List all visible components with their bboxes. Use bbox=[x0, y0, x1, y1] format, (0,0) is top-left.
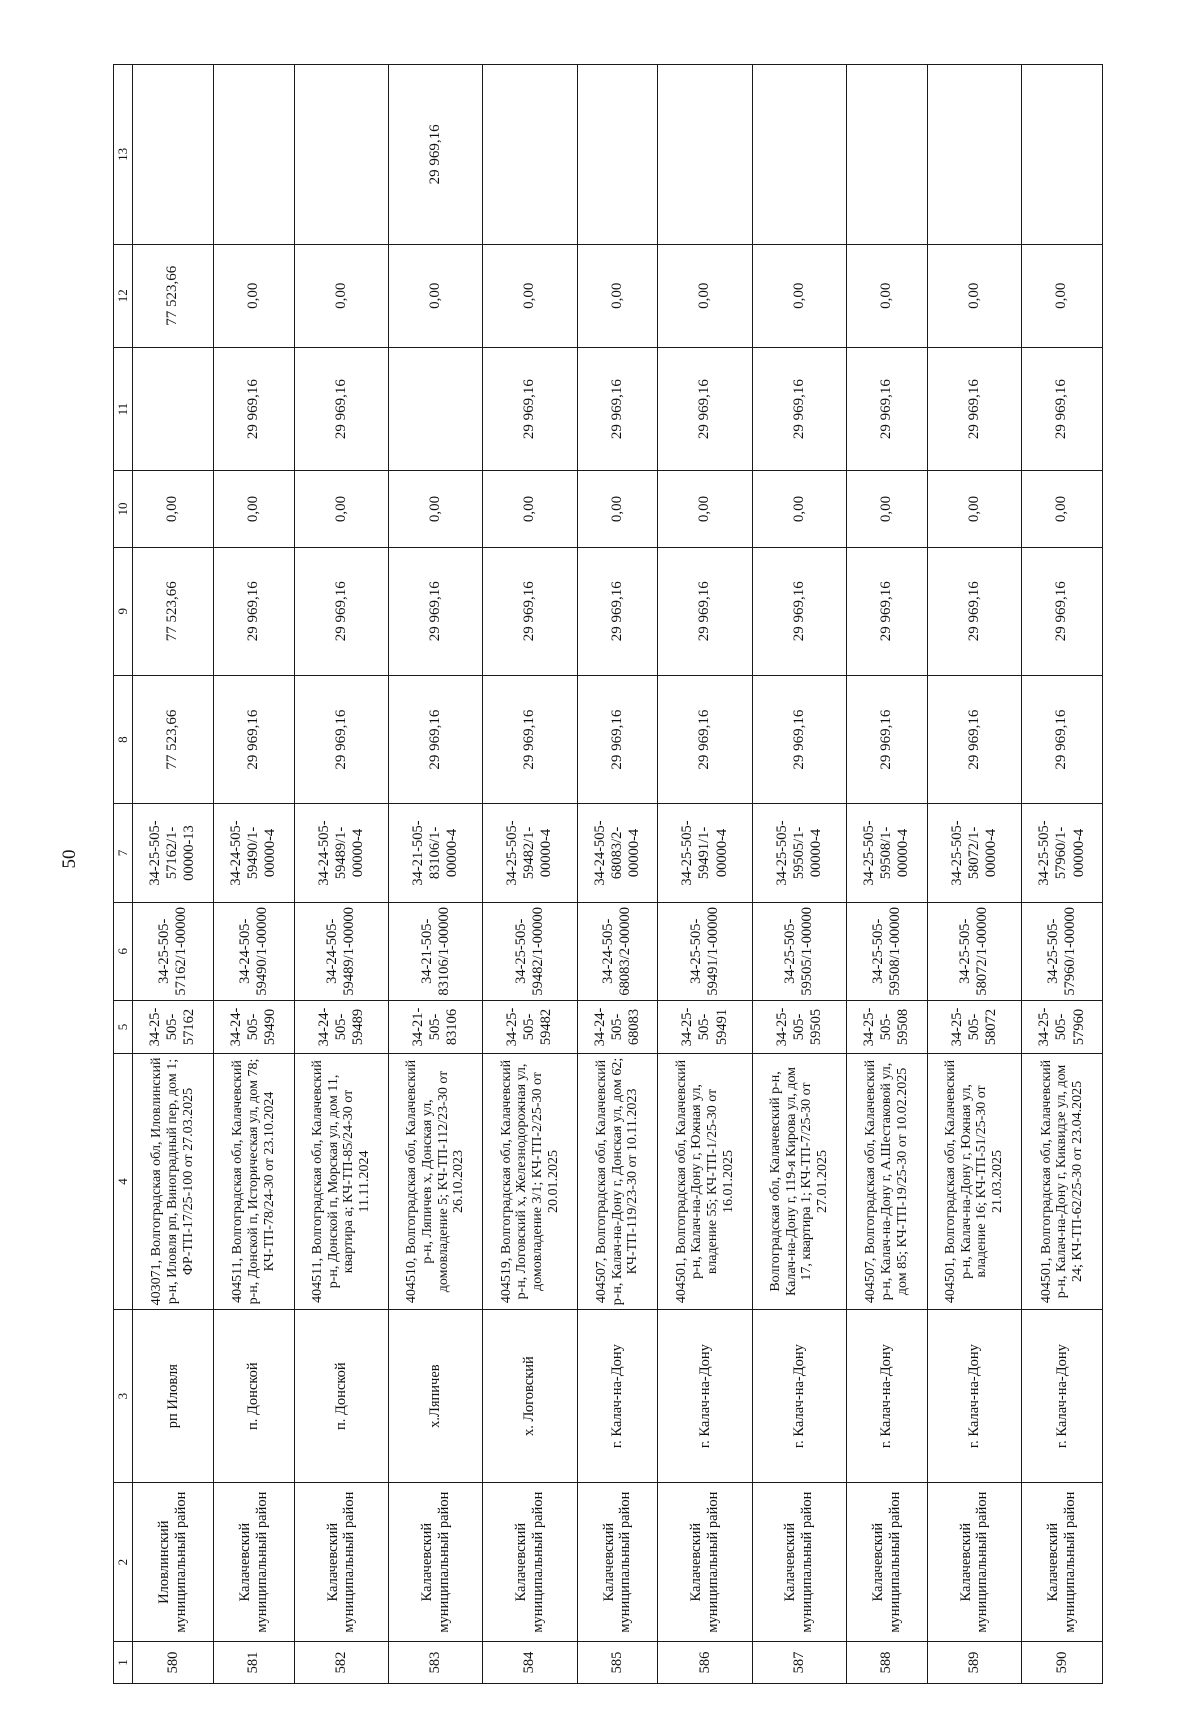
address-and-contract: 404519, Волгоградская обл, Калачевский р-н, Логовский х, Железнодорожная ул, домовладение 3/1; КЧ-ТП-2/25-30 от 20.01.2025 bbox=[483, 1054, 577, 1310]
amount-col-13 bbox=[1022, 65, 1103, 245]
municipal-district: Калачевский муниципальный район bbox=[388, 1483, 482, 1641]
amount-col-8: 77 523,66 bbox=[133, 675, 214, 803]
code-col-7: 34-24-505-68083/2-00000-4 bbox=[577, 804, 658, 902]
table-row bbox=[213, 65, 294, 1684]
amount-col-9: 29 969,16 bbox=[294, 547, 388, 675]
amount-col-12: 0,00 bbox=[927, 244, 1021, 347]
settlement: х.Ляпичев bbox=[388, 1309, 482, 1483]
amount-col-8: 29 969,16 bbox=[213, 675, 294, 803]
amount-col-11 bbox=[133, 347, 214, 470]
table-row bbox=[133, 65, 214, 1684]
row-number: 581 bbox=[213, 1641, 294, 1683]
column-header: 9 bbox=[114, 547, 133, 675]
amount-col-10: 0,00 bbox=[752, 471, 846, 547]
amount-col-13 bbox=[294, 65, 388, 245]
table-row bbox=[846, 65, 927, 1684]
table-row bbox=[1022, 65, 1103, 1684]
code-col-7: 34-25-505-59491/1-00000-4 bbox=[658, 804, 752, 902]
amount-col-11: 29 969,16 bbox=[213, 347, 294, 470]
code-col-7: 34-24-505-59489/1-00000-4 bbox=[294, 804, 388, 902]
column-header: 10 bbox=[114, 471, 133, 547]
column-header: 4 bbox=[114, 1054, 133, 1310]
amount-col-9: 29 969,16 bbox=[752, 547, 846, 675]
municipal-district: Калачевский муниципальный район bbox=[483, 1483, 577, 1641]
settlement: г. Калач-на-Дону bbox=[752, 1309, 846, 1483]
amount-col-10: 0,00 bbox=[213, 471, 294, 547]
amount-col-10: 0,00 bbox=[577, 471, 658, 547]
amount-col-13 bbox=[752, 65, 846, 245]
code-col-5: 34-21-505-83106 bbox=[388, 1000, 482, 1053]
amount-col-11: 29 969,16 bbox=[483, 347, 577, 470]
code-col-6: 34-25-505-59482/1-00000 bbox=[483, 902, 577, 1000]
amount-col-12: 0,00 bbox=[213, 244, 294, 347]
amount-col-11: 29 969,16 bbox=[1022, 347, 1103, 470]
amount-col-9: 29 969,16 bbox=[1022, 547, 1103, 675]
amount-col-11 bbox=[388, 347, 482, 470]
amount-col-12: 0,00 bbox=[577, 244, 658, 347]
amount-col-8: 29 969,16 bbox=[752, 675, 846, 803]
code-col-6: 34-24-505-59489/1-00000 bbox=[294, 902, 388, 1000]
amount-col-9: 77 523,66 bbox=[133, 547, 214, 675]
settlement: г. Калач-на-Дону bbox=[927, 1309, 1021, 1483]
table-row bbox=[294, 65, 388, 1684]
code-col-6: 34-25-505-59505/1-00000 bbox=[752, 902, 846, 1000]
code-col-7: 34-25-505-59482/1-00000-4 bbox=[483, 804, 577, 902]
column-header: 2 bbox=[114, 1483, 133, 1641]
code-col-7: 34-25-505-57960/1-00000-4 bbox=[1022, 804, 1103, 902]
amount-col-13 bbox=[927, 65, 1021, 245]
column-header: 8 bbox=[114, 675, 133, 803]
row-number: 584 bbox=[483, 1641, 577, 1683]
municipal-district: Калачевский муниципальный район bbox=[658, 1483, 752, 1641]
column-header: 1 bbox=[114, 1641, 133, 1683]
amount-col-13 bbox=[213, 65, 294, 245]
code-col-5: 34-25-505-59508 bbox=[846, 1000, 927, 1053]
amount-col-11: 29 969,16 bbox=[846, 347, 927, 470]
municipal-district: Калачевский муниципальный район bbox=[927, 1483, 1021, 1641]
code-col-5: 34-25-505-59491 bbox=[658, 1000, 752, 1053]
settlement: г. Калач-на-Дону bbox=[577, 1309, 658, 1483]
code-col-5: 34-24-505-59489 bbox=[294, 1000, 388, 1053]
amount-col-9: 29 969,16 bbox=[658, 547, 752, 675]
amount-col-9: 29 969,16 bbox=[483, 547, 577, 675]
table-row bbox=[927, 65, 1021, 1684]
code-col-6: 34-25-505-59491/1-00000 bbox=[658, 902, 752, 1000]
amount-col-11: 29 969,16 bbox=[752, 347, 846, 470]
column-header: 5 bbox=[114, 1000, 133, 1053]
code-col-5: 34-24-505-59490 bbox=[213, 1000, 294, 1053]
address-and-contract: 404501, Волгоградская обл, Калачевский р-н, Калач-на-Дону г, Киквидзе ул, дом 24; КЧ-ТП-62/25-30 от 23.04.2025 bbox=[1022, 1054, 1103, 1310]
code-col-5: 34-25-505-59505 bbox=[752, 1000, 846, 1053]
code-col-6: 34-25-505-59508/1-00000 bbox=[846, 902, 927, 1000]
amount-col-9: 29 969,16 bbox=[577, 547, 658, 675]
amount-col-10: 0,00 bbox=[133, 471, 214, 547]
amount-col-8: 29 969,16 bbox=[577, 675, 658, 803]
data-table bbox=[113, 64, 1103, 1684]
row-number: 580 bbox=[133, 1641, 214, 1683]
amount-col-12: 77 523,66 bbox=[133, 244, 214, 347]
row-number: 583 bbox=[388, 1641, 482, 1683]
amount-col-10: 0,00 bbox=[658, 471, 752, 547]
amount-col-8: 29 969,16 bbox=[1022, 675, 1103, 803]
code-col-5: 34-25-505-57162 bbox=[133, 1000, 214, 1053]
amount-col-8: 29 969,16 bbox=[483, 675, 577, 803]
amount-col-12: 0,00 bbox=[658, 244, 752, 347]
amount-col-12: 0,00 bbox=[846, 244, 927, 347]
code-col-5: 34-25-505-58072 bbox=[927, 1000, 1021, 1053]
code-col-7: 34-24-505-59490/1-00000-4 bbox=[213, 804, 294, 902]
code-col-7: 34-25-505-58072/1-00000-4 bbox=[927, 804, 1021, 902]
amount-col-13 bbox=[133, 65, 214, 245]
settlement: г. Калач-на-Дону bbox=[846, 1309, 927, 1483]
municipal-district: Калачевский муниципальный район bbox=[1022, 1483, 1103, 1641]
amount-col-8: 29 969,16 bbox=[846, 675, 927, 803]
row-number: 589 bbox=[927, 1641, 1021, 1683]
amount-col-13 bbox=[483, 65, 577, 245]
row-number: 588 bbox=[846, 1641, 927, 1683]
amount-col-13 bbox=[577, 65, 658, 245]
settlement: рп Иловля bbox=[133, 1309, 214, 1483]
code-col-6: 34-25-505-58072/1-00000 bbox=[927, 902, 1021, 1000]
amount-col-12: 0,00 bbox=[1022, 244, 1103, 347]
amount-col-9: 29 969,16 bbox=[846, 547, 927, 675]
code-col-6: 34-24-505-59490/1-00000 bbox=[213, 902, 294, 1000]
municipal-district: Калачевский муниципальный район bbox=[294, 1483, 388, 1641]
column-header: 3 bbox=[114, 1309, 133, 1483]
amount-col-9: 29 969,16 bbox=[213, 547, 294, 675]
address-and-contract: 404507, Волгоградская обл, Калачевский р-н, Калач-на-Дону г, А.Шестаковой ул, дом 85; КЧ-ТП-19/25-30 от 10.02.2025 bbox=[846, 1054, 927, 1310]
municipal-district: Иловлинский муниципальный район bbox=[133, 1483, 214, 1641]
address-and-contract: 404507, Волгоградская обл, Калачевский р-н, Калач-на-Дону г, Донская ул, дом 62; КЧ-ТП-119/23-30 от 10.11.2023 bbox=[577, 1054, 658, 1310]
amount-col-9: 29 969,16 bbox=[388, 547, 482, 675]
code-col-5: 34-24-505-68083 bbox=[577, 1000, 658, 1053]
amount-col-11: 29 969,16 bbox=[927, 347, 1021, 470]
amount-col-10: 0,00 bbox=[927, 471, 1021, 547]
address-and-contract: 404501, Волгоградская обл, Калачевский р-н, Калач-на-Дону г, Южная ул, владение 16; КЧ-ТП-51/25-30 от 21.03.2025 bbox=[927, 1054, 1021, 1310]
municipal-district: Калачевский муниципальный район bbox=[752, 1483, 846, 1641]
code-col-7: 34-25-505-57162/1-00000-13 bbox=[133, 804, 214, 902]
settlement: х. Логовский bbox=[483, 1309, 577, 1483]
table-row bbox=[483, 65, 577, 1684]
rotated-table-container bbox=[113, 64, 1103, 1684]
amount-col-10: 0,00 bbox=[294, 471, 388, 547]
amount-col-13 bbox=[658, 65, 752, 245]
municipal-district: Калачевский муниципальный район bbox=[846, 1483, 927, 1641]
amount-col-8: 29 969,16 bbox=[927, 675, 1021, 803]
settlement: г. Калач-на-Дону bbox=[658, 1309, 752, 1483]
municipal-district: Калачевский муниципальный район bbox=[213, 1483, 294, 1641]
amount-col-10: 0,00 bbox=[1022, 471, 1103, 547]
column-number-header bbox=[114, 65, 133, 1684]
amount-col-10: 0,00 bbox=[483, 471, 577, 547]
amount-col-10: 0,00 bbox=[388, 471, 482, 547]
row-number: 586 bbox=[658, 1641, 752, 1683]
code-col-7: 34-21-505-83106/1-00000-4 bbox=[388, 804, 482, 902]
row-number: 585 bbox=[577, 1641, 658, 1683]
settlement: п. Донской bbox=[213, 1309, 294, 1483]
column-header: 11 bbox=[114, 347, 133, 470]
amount-col-10: 0,00 bbox=[846, 471, 927, 547]
amount-col-12: 0,00 bbox=[752, 244, 846, 347]
row-number: 587 bbox=[752, 1641, 846, 1683]
page-number: 50 bbox=[59, 849, 80, 869]
amount-col-11: 29 969,16 bbox=[577, 347, 658, 470]
row-number: 590 bbox=[1022, 1641, 1103, 1683]
code-col-6: 34-25-505-57162/1-00000 bbox=[133, 902, 214, 1000]
amount-col-11: 29 969,16 bbox=[658, 347, 752, 470]
address-and-contract: Волгоградская обл, Калачевский р-н, Калач-на-Дону г, 119-я Кирова ул, дом 17, квартира 1; КЧ-ТП-7/25-30 от 27.01.2025 bbox=[752, 1054, 846, 1310]
address-and-contract: 404511, Волгоградская обл, Калачевский р-н, Донской п, Историческая ул, дом 78; КЧ-ТП-78/24-30 от 23.10.2024 bbox=[213, 1054, 294, 1310]
address-and-contract: 404511, Волгоградская обл, Калачевский р-н, Донской п, Морская ул, дом 11, квартира а; КЧ-ТП-85/24-30 от 11.11.2024 bbox=[294, 1054, 388, 1310]
code-col-5: 34-25-505-59482 bbox=[483, 1000, 577, 1053]
address-and-contract: 404510, Волгоградская обл, Калачевский р-н, Ляпичев х, Донская ул, домовладение 5; КЧ-ТП-112/23-30 от 26.10.2023 bbox=[388, 1054, 482, 1310]
table-row bbox=[577, 65, 658, 1684]
code-col-6: 34-21-505-83106/1-00000 bbox=[388, 902, 482, 1000]
municipal-district: Калачевский муниципальный район bbox=[577, 1483, 658, 1641]
amount-col-12: 0,00 bbox=[388, 244, 482, 347]
amount-col-11: 29 969,16 bbox=[294, 347, 388, 470]
table-row bbox=[752, 65, 846, 1684]
amount-col-12: 0,00 bbox=[483, 244, 577, 347]
amount-col-13: 29 969,16 bbox=[388, 65, 482, 245]
amount-col-8: 29 969,16 bbox=[658, 675, 752, 803]
amount-col-8: 29 969,16 bbox=[294, 675, 388, 803]
code-col-7: 34-25-505-59508/1-00000-4 bbox=[846, 804, 927, 902]
amount-col-13 bbox=[846, 65, 927, 245]
settlement: п. Донской bbox=[294, 1309, 388, 1483]
column-header: 12 bbox=[114, 244, 133, 347]
table-row bbox=[388, 65, 482, 1684]
amount-col-12: 0,00 bbox=[294, 244, 388, 347]
amount-col-8: 29 969,16 bbox=[388, 675, 482, 803]
settlement: г. Калач-на-Дону bbox=[1022, 1309, 1103, 1483]
address-and-contract: 403071, Волгоградская обл, Иловлинский р-н, Иловля рп, Виноградный пер, дом 1; ФР-ТП-17/25-100 от 27.03.2025 bbox=[133, 1054, 214, 1310]
code-col-5: 34-25-505-57960 bbox=[1022, 1000, 1103, 1053]
code-col-7: 34-25-505-59505/1-00000-4 bbox=[752, 804, 846, 902]
code-col-6: 34-25-505-57960/1-00000 bbox=[1022, 902, 1103, 1000]
column-header: 6 bbox=[114, 902, 133, 1000]
code-col-6: 34-24-505-68083/2-00000 bbox=[577, 902, 658, 1000]
table-row bbox=[658, 65, 752, 1684]
column-header: 13 bbox=[114, 65, 133, 245]
column-header: 7 bbox=[114, 804, 133, 902]
row-number: 582 bbox=[294, 1641, 388, 1683]
address-and-contract: 404501, Волгоградская обл, Калачевский р-н, Калач-на-Дону г, Южная ул, владение 55; КЧ-ТП-1/25-30 от 16.01.2025 bbox=[658, 1054, 752, 1310]
amount-col-9: 29 969,16 bbox=[927, 547, 1021, 675]
